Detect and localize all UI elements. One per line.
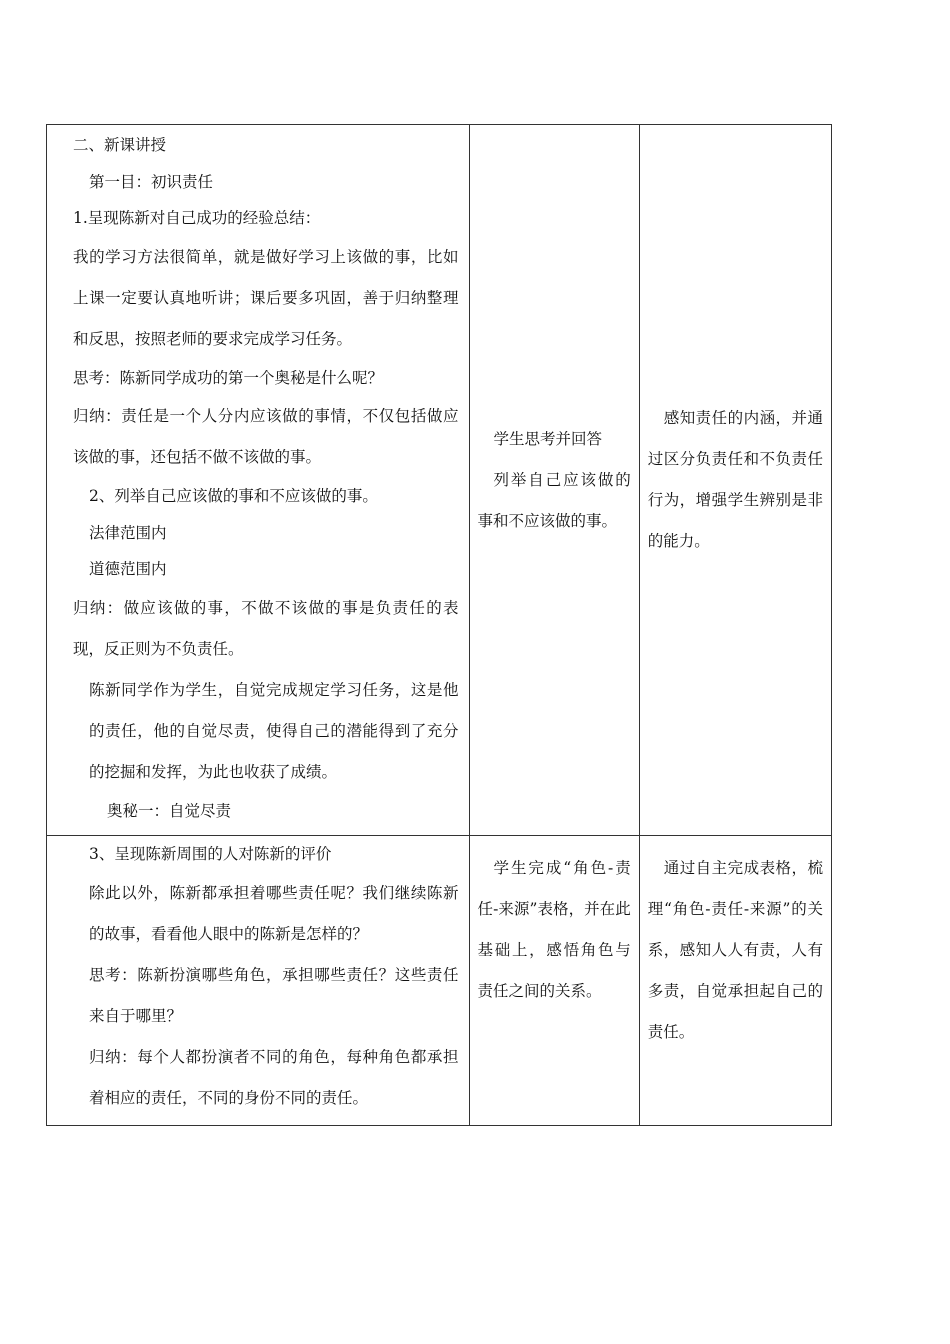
student-activity: [470, 419, 639, 542]
content-paragraph: 法律范围内: [89, 523, 167, 542]
student-activity-cell: [469, 836, 639, 1126]
student-activity-line: 学生思考并回答: [493, 429, 603, 448]
content-paragraph: 归纳：每个人都扮演者不同的角色，每种角色都承担着相应的责任，不同的身份不同的责任。: [89, 1047, 459, 1107]
content-paragraph: 思考：陈新同学成功的第一个奥秘是什么呢？: [73, 368, 384, 387]
design-purpose: 通过自主完成表格，梳理“角色-责任-来源”的关系，感知人人有责，人有多责，自觉承担起自己的责任。: [647, 859, 823, 1041]
design-purpose-cell: [639, 125, 831, 836]
content-paragraph: 第一目：初识责任: [89, 172, 214, 191]
content-paragraph: 道德范围内: [89, 560, 167, 578]
content-paragraph: 陈新同学作为学生，自觉完成规定学习任务，这是他的责任，他的自觉尽责，使得自己的潜能得到了充分的挖掘和发挥，为此也收获了成绩。: [89, 680, 459, 781]
table-row: [47, 836, 832, 1126]
content-paragraph: 归纳：责任是一个人分内应该做的事情，不仅包括做应该做的事，还包括不做不该做的事。: [73, 407, 459, 466]
design-purpose-cell: [639, 836, 831, 1126]
teaching-content-cell: [47, 125, 470, 836]
design-purpose: 感知责任的内涵，并通过区分负责任和不负责任行为，增强学生辨别是非的能力。: [647, 409, 823, 550]
student-activity-cell: [469, 125, 639, 836]
teaching-content: [47, 125, 469, 835]
content-paragraph: 二、新课讲授: [73, 136, 167, 154]
content-paragraph: 思考：陈新扮演哪些角色，承担哪些责任？这些责任来自于哪里？: [89, 965, 459, 1025]
teaching-content-cell: [47, 836, 470, 1126]
table-row: [47, 125, 832, 836]
lesson-plan-table: [46, 124, 832, 1126]
student-activity-line: 列举自己应该做的事和不应该做的事。: [477, 470, 631, 530]
content-paragraph: 2、列举自己应该做的事和不应该做的事。: [89, 487, 378, 505]
content-paragraph: 除此以外，陈新都承担着哪些责任呢？我们继续陈新的故事，看看他人眼中的陈新是怎样的？: [89, 883, 459, 943]
content-paragraph: 奥秘一：自觉尽责: [107, 801, 232, 820]
content-paragraph: 归纳：做应该做的事，不做不该做的事是负责任的表现，反正则为不负责任。: [73, 598, 459, 658]
student-activity: 学生完成“角色-责任-来源”表格，并在此基础上，感悟角色与责任之间的关系。: [477, 859, 631, 1000]
content-paragraph: 1.呈现陈新对自己成功的经验总结：: [73, 209, 321, 227]
content-paragraph: 3、呈现陈新周围的人对陈新的评价: [89, 845, 332, 863]
teaching-content: [47, 836, 469, 1125]
content-paragraph: 我的学习方法很简单，就是做好学习上该做的事，比如上课一定要认真地听讲；课后要多巩固，善于归纳整理和反思，按照老师的要求完成学习任务。: [73, 247, 459, 348]
